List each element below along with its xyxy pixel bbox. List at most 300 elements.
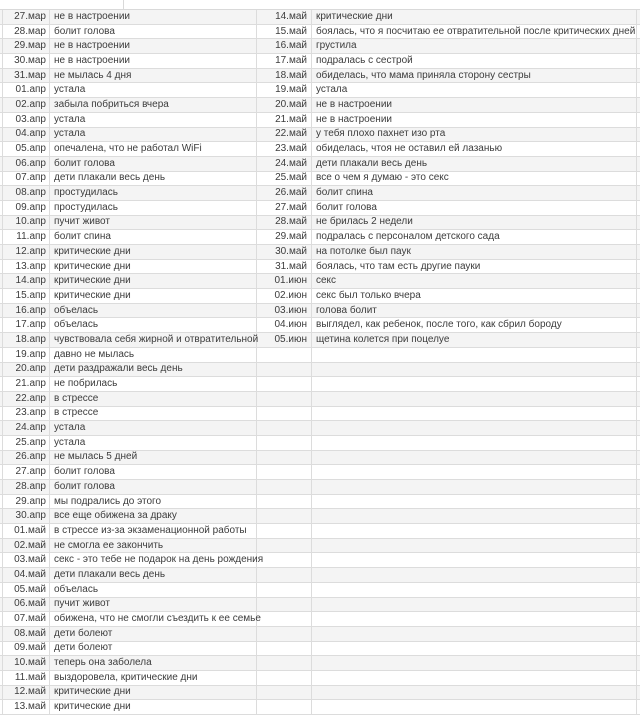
date-cell-right[interactable] <box>257 700 312 714</box>
note-label: простудилась <box>54 201 118 213</box>
date-label: 05.июн <box>274 333 307 345</box>
date-cell-right[interactable] <box>257 583 312 597</box>
note-cell-right[interactable] <box>312 407 637 421</box>
date-cell-right[interactable] <box>257 495 312 509</box>
note-cell-right[interactable] <box>312 612 637 626</box>
date-cell-left[interactable] <box>3 583 50 597</box>
note-label: у тебя плохо пахнет изо рта <box>316 128 446 140</box>
note-label: дети плакали весь день <box>54 172 166 184</box>
note-cell-left[interactable] <box>50 348 257 362</box>
date-cell-left[interactable] <box>3 539 50 553</box>
top-row-column-gridline <box>123 0 124 9</box>
date-cell-left[interactable] <box>3 10 50 24</box>
date-cell-left[interactable] <box>3 348 50 362</box>
note-cell-right[interactable] <box>312 583 637 597</box>
note-cell-right[interactable] <box>312 598 637 612</box>
date-cell-right[interactable] <box>257 407 312 421</box>
note-cell-left[interactable] <box>50 201 257 215</box>
note-cell-left[interactable] <box>50 671 257 685</box>
table-row <box>0 289 640 304</box>
note-cell-left[interactable] <box>50 128 257 142</box>
date-cell-right[interactable] <box>257 230 312 244</box>
note-cell-left[interactable] <box>50 304 257 318</box>
note-cell-right[interactable] <box>312 69 637 83</box>
note-cell-right[interactable] <box>312 421 637 435</box>
note-cell-right[interactable] <box>312 230 637 244</box>
date-cell-left[interactable] <box>3 128 50 142</box>
partial-top-row <box>0 0 640 10</box>
note-cell-left[interactable] <box>50 172 257 186</box>
date-cell-right[interactable] <box>257 436 312 450</box>
date-cell-left[interactable] <box>3 54 50 68</box>
note-label: все еще обижена за драку <box>54 510 177 522</box>
table-row <box>0 700 640 715</box>
date-cell-left[interactable] <box>3 407 50 421</box>
date-label: 05.май <box>14 583 46 595</box>
note-label: не в настроении <box>316 113 392 125</box>
date-cell-left[interactable] <box>3 524 50 538</box>
note-cell-left[interactable] <box>50 10 257 24</box>
date-cell-left[interactable] <box>3 39 50 53</box>
note-label: не смогла ее закончить <box>54 539 164 551</box>
date-cell-right[interactable] <box>257 612 312 626</box>
date-cell-right[interactable] <box>257 627 312 641</box>
date-label: 08.апр <box>15 187 46 199</box>
date-label: 30.мар <box>14 54 46 66</box>
table-row <box>0 348 640 363</box>
note-cell-left[interactable] <box>50 318 257 332</box>
date-cell-right[interactable] <box>257 157 312 171</box>
note-cell-left[interactable] <box>50 377 257 391</box>
table-row <box>0 157 640 172</box>
date-label: 31.мар <box>14 69 46 81</box>
date-cell-left[interactable] <box>3 656 50 670</box>
note-cell-left[interactable] <box>50 627 257 641</box>
date-cell-left[interactable] <box>3 642 50 656</box>
note-cell-right[interactable] <box>312 495 637 509</box>
table-row <box>0 186 640 201</box>
date-cell-left[interactable] <box>3 260 50 274</box>
note-label: секс - это тебе не подарок на день рождения <box>54 554 264 566</box>
date-label: 01.май <box>14 524 46 536</box>
date-cell-left[interactable] <box>3 69 50 83</box>
note-cell-left[interactable] <box>50 583 257 597</box>
note-cell-left[interactable] <box>50 495 257 509</box>
date-label: 07.апр <box>15 172 46 184</box>
note-cell-left[interactable] <box>50 142 257 156</box>
date-label: 04.июн <box>274 319 307 331</box>
date-cell-left[interactable] <box>3 98 50 112</box>
table-row <box>0 436 640 451</box>
note-label: болит спина <box>316 187 373 199</box>
table-row <box>0 524 640 539</box>
date-cell-right[interactable] <box>257 553 312 567</box>
note-label: в стрессе <box>54 392 99 404</box>
note-label: щетина колется при поцелуе <box>316 333 450 345</box>
date-label: 14.апр <box>15 275 46 287</box>
date-label: 18.май <box>275 69 307 81</box>
date-cell-left[interactable] <box>3 377 50 391</box>
note-cell-right[interactable] <box>312 509 637 523</box>
table-row <box>0 598 640 613</box>
note-cell-right[interactable] <box>312 201 637 215</box>
table-row <box>0 612 640 627</box>
date-label: 10.май <box>14 657 46 669</box>
date-cell-right[interactable] <box>257 392 312 406</box>
note-label: дети болеют <box>54 627 113 639</box>
note-cell-right[interactable] <box>312 216 637 230</box>
note-cell-right[interactable] <box>312 480 637 494</box>
note-cell-left[interactable] <box>50 186 257 200</box>
note-label: секс был только вчера <box>316 289 421 301</box>
note-cell-right[interactable] <box>312 142 637 156</box>
note-cell-left[interactable] <box>50 480 257 494</box>
date-cell-left[interactable] <box>3 186 50 200</box>
date-cell-right[interactable] <box>257 186 312 200</box>
note-cell-left[interactable] <box>50 260 257 274</box>
date-cell-right[interactable] <box>257 172 312 186</box>
note-cell-left[interactable] <box>50 98 257 112</box>
date-cell-left[interactable] <box>3 509 50 523</box>
date-label: 25.май <box>275 172 307 184</box>
note-cell-right[interactable] <box>312 656 637 670</box>
date-cell-right[interactable] <box>257 201 312 215</box>
date-cell-right[interactable] <box>257 274 312 288</box>
table-row <box>0 10 640 25</box>
note-cell-left[interactable] <box>50 230 257 244</box>
date-cell-right[interactable] <box>257 260 312 274</box>
date-cell-right[interactable] <box>257 304 312 318</box>
note-cell-left[interactable] <box>50 642 257 656</box>
note-label: критические дни <box>54 275 131 287</box>
note-cell-left[interactable] <box>50 333 257 347</box>
date-cell-left[interactable] <box>3 230 50 244</box>
note-cell-left[interactable] <box>50 69 257 83</box>
date-label: 27.апр <box>15 466 46 478</box>
note-cell-left[interactable] <box>50 54 257 68</box>
date-cell-right[interactable] <box>257 377 312 391</box>
date-cell-right[interactable] <box>257 54 312 68</box>
date-cell-left[interactable] <box>3 671 50 685</box>
note-label: болит голова <box>54 466 115 478</box>
date-cell-right[interactable] <box>257 686 312 700</box>
note-cell-left[interactable] <box>50 465 257 479</box>
note-cell-right[interactable] <box>312 465 637 479</box>
date-cell-right[interactable] <box>257 642 312 656</box>
note-cell-right[interactable] <box>312 318 637 332</box>
table-row <box>0 39 640 54</box>
note-label: забыла побриться вчера <box>54 98 169 110</box>
note-label: боялась, что там есть другие пауки <box>316 260 481 272</box>
date-cell-left[interactable] <box>3 436 50 450</box>
note-cell-left[interactable] <box>50 392 257 406</box>
date-cell-right[interactable] <box>257 524 312 538</box>
table-row <box>0 172 640 187</box>
table-row <box>0 451 640 466</box>
date-cell-left[interactable] <box>3 553 50 567</box>
date-cell-right[interactable] <box>257 113 312 127</box>
note-cell-right[interactable] <box>312 686 637 700</box>
date-label: 07.май <box>14 613 46 625</box>
note-cell-right[interactable] <box>312 83 637 97</box>
note-cell-left[interactable] <box>50 157 257 171</box>
date-cell-left[interactable] <box>3 25 50 39</box>
date-cell-right[interactable] <box>257 451 312 465</box>
note-cell-left[interactable] <box>50 113 257 127</box>
note-label: не брилась 2 недели <box>316 216 413 228</box>
note-cell-right[interactable] <box>312 524 637 538</box>
date-label: 02.июн <box>274 289 307 301</box>
note-label: выздоровела, критические дни <box>54 671 198 683</box>
table-row <box>0 421 640 436</box>
note-cell-right[interactable] <box>312 274 637 288</box>
date-cell-left[interactable] <box>3 245 50 259</box>
date-label: 04.май <box>14 568 46 580</box>
date-label: 04.апр <box>15 128 46 140</box>
date-cell-left[interactable] <box>3 289 50 303</box>
note-cell-left[interactable] <box>50 686 257 700</box>
note-label: болит голова <box>54 25 115 37</box>
date-cell-right[interactable] <box>257 318 312 332</box>
table-row <box>0 128 640 143</box>
table-row <box>0 686 640 701</box>
date-cell-left[interactable] <box>3 392 50 406</box>
note-cell-right[interactable] <box>312 10 637 24</box>
note-cell-left[interactable] <box>50 25 257 39</box>
date-label: 27.мар <box>14 10 46 22</box>
date-label: 22.апр <box>15 392 46 404</box>
note-cell-left[interactable] <box>50 553 264 567</box>
note-label: все о чем я думаю - это секс <box>316 172 449 184</box>
date-label: 17.апр <box>15 319 46 331</box>
table-row <box>0 98 640 113</box>
note-cell-right[interactable] <box>312 25 637 39</box>
note-cell-right[interactable] <box>312 627 637 641</box>
date-cell-left[interactable] <box>3 142 50 156</box>
note-cell-left[interactable] <box>50 83 257 97</box>
date-label: 21.апр <box>15 378 46 390</box>
note-label: не побрилась <box>54 378 118 390</box>
note-cell-right[interactable] <box>312 333 637 347</box>
note-label: подралась с персоналом детского сада <box>316 231 500 243</box>
note-label: на потолке был паук <box>316 245 411 257</box>
date-cell-right[interactable] <box>257 656 312 670</box>
date-label: 13.май <box>14 701 46 713</box>
date-cell-right[interactable] <box>257 10 312 24</box>
table-row <box>0 539 640 554</box>
note-cell-left[interactable] <box>50 509 257 523</box>
note-cell-right[interactable] <box>312 348 637 362</box>
note-cell-left[interactable] <box>50 436 257 450</box>
date-label: 06.май <box>14 598 46 610</box>
note-cell-right[interactable] <box>312 436 637 450</box>
table-row <box>0 495 640 510</box>
note-cell-right[interactable] <box>312 451 637 465</box>
date-cell-left[interactable] <box>3 686 50 700</box>
table-row <box>0 333 640 348</box>
date-cell-right[interactable] <box>257 671 312 685</box>
note-cell-right[interactable] <box>312 186 637 200</box>
note-cell-right[interactable] <box>312 128 637 142</box>
date-label: 09.апр <box>15 201 46 213</box>
date-label: 28.май <box>275 216 307 228</box>
date-cell-right[interactable] <box>257 289 312 303</box>
note-cell-left[interactable] <box>50 363 257 377</box>
date-label: 27.май <box>275 201 307 213</box>
note-label: дети плакали весь день <box>54 568 166 580</box>
note-cell-left[interactable] <box>50 451 257 465</box>
date-cell-right[interactable] <box>257 465 312 479</box>
date-cell-right[interactable] <box>257 128 312 142</box>
note-cell-right[interactable] <box>312 671 637 685</box>
note-label: объелась <box>54 583 99 595</box>
note-cell-right[interactable] <box>312 392 637 406</box>
note-cell-right[interactable] <box>312 553 637 567</box>
date-cell-left[interactable] <box>3 612 50 626</box>
date-cell-right[interactable] <box>257 333 312 347</box>
note-cell-right[interactable] <box>312 39 637 53</box>
note-cell-right[interactable] <box>312 245 637 259</box>
note-cell-right[interactable] <box>312 289 637 303</box>
date-label: 12.май <box>14 686 46 698</box>
table-row <box>0 260 640 275</box>
note-cell-right[interactable] <box>312 54 637 68</box>
date-label: 20.май <box>275 98 307 110</box>
date-cell-left[interactable] <box>3 333 50 347</box>
date-cell-left[interactable] <box>3 627 50 641</box>
note-label: устала <box>316 84 348 96</box>
date-label: 24.апр <box>15 422 46 434</box>
table-row <box>0 113 640 128</box>
date-cell-left[interactable] <box>3 465 50 479</box>
note-cell-right[interactable] <box>312 568 637 582</box>
date-label: 13.апр <box>15 260 46 272</box>
note-label: давно не мылась <box>54 348 135 360</box>
table-row <box>0 627 640 642</box>
note-cell-left[interactable] <box>50 700 257 714</box>
note-label: грустила <box>316 40 357 52</box>
note-label: не в настроении <box>54 40 130 52</box>
date-cell-left[interactable] <box>3 421 50 435</box>
note-cell-left[interactable] <box>50 612 261 626</box>
date-cell-right[interactable] <box>257 39 312 53</box>
date-cell-left[interactable] <box>3 216 50 230</box>
date-cell-left[interactable] <box>3 480 50 494</box>
date-cell-left[interactable] <box>3 274 50 288</box>
note-cell-right[interactable] <box>312 642 637 656</box>
note-label: подралась с сестрой <box>316 54 413 66</box>
date-cell-left[interactable] <box>3 451 50 465</box>
note-cell-right[interactable] <box>312 377 637 391</box>
date-cell-left[interactable] <box>3 304 50 318</box>
date-cell-right[interactable] <box>257 98 312 112</box>
note-label: критические дни <box>54 289 131 301</box>
note-cell-right[interactable] <box>312 260 637 274</box>
note-cell-right[interactable] <box>312 113 637 127</box>
note-cell-left[interactable] <box>50 407 257 421</box>
date-label: 06.апр <box>15 157 46 169</box>
note-cell-left[interactable] <box>50 539 257 553</box>
date-cell-left[interactable] <box>3 363 50 377</box>
note-cell-right[interactable] <box>312 363 637 377</box>
date-cell-left[interactable] <box>3 157 50 171</box>
note-cell-left[interactable] <box>50 656 257 670</box>
date-cell-left[interactable] <box>3 568 50 582</box>
date-cell-right[interactable] <box>257 216 312 230</box>
table-row <box>0 642 640 657</box>
date-cell-left[interactable] <box>3 201 50 215</box>
note-cell-right[interactable] <box>312 700 637 714</box>
date-label: 29.май <box>275 231 307 243</box>
note-cell-left[interactable] <box>50 39 257 53</box>
note-label: теперь она заболела <box>54 657 152 669</box>
table-row <box>0 553 640 568</box>
date-cell-right[interactable] <box>257 69 312 83</box>
date-cell-right[interactable] <box>257 245 312 259</box>
note-cell-left[interactable] <box>50 598 257 612</box>
date-cell-right[interactable] <box>257 539 312 553</box>
table-row <box>0 83 640 98</box>
note-cell-right[interactable] <box>312 304 637 318</box>
date-cell-right[interactable] <box>257 421 312 435</box>
note-cell-right[interactable] <box>312 539 637 553</box>
note-label: дети плакали весь день <box>316 157 428 169</box>
date-cell-right[interactable] <box>257 598 312 612</box>
date-label: 05.апр <box>15 143 46 155</box>
table-row <box>0 69 640 84</box>
date-label: 03.май <box>14 554 46 566</box>
date-cell-left[interactable] <box>3 83 50 97</box>
date-cell-right[interactable] <box>257 568 312 582</box>
date-cell-right[interactable] <box>257 83 312 97</box>
date-cell-left[interactable] <box>3 700 50 714</box>
date-cell-left[interactable] <box>3 495 50 509</box>
note-cell-left[interactable] <box>50 289 257 303</box>
date-cell-right[interactable] <box>257 142 312 156</box>
date-cell-left[interactable] <box>3 172 50 186</box>
note-cell-left[interactable] <box>50 274 257 288</box>
date-label: 19.апр <box>15 348 46 360</box>
date-label: 15.май <box>275 25 307 37</box>
note-cell-left[interactable] <box>50 216 257 230</box>
note-cell-right[interactable] <box>312 98 637 112</box>
note-label: устала <box>54 436 86 448</box>
note-label: болит голова <box>54 480 115 492</box>
note-cell-left[interactable] <box>50 421 257 435</box>
date-label: 08.май <box>14 627 46 639</box>
table-row <box>0 216 640 231</box>
date-label: 15.апр <box>15 289 46 301</box>
date-cell-right[interactable] <box>257 25 312 39</box>
note-cell-right[interactable] <box>312 157 637 171</box>
date-cell-right[interactable] <box>257 480 312 494</box>
note-cell-left[interactable] <box>50 245 257 259</box>
date-cell-right[interactable] <box>257 363 312 377</box>
note-cell-right[interactable] <box>312 172 637 186</box>
table-row <box>0 363 640 378</box>
note-cell-left[interactable] <box>50 568 257 582</box>
date-cell-right[interactable] <box>257 509 312 523</box>
date-label: 22.май <box>275 128 307 140</box>
date-cell-left[interactable] <box>3 318 50 332</box>
date-cell-left[interactable] <box>3 598 50 612</box>
date-label: 09.май <box>14 642 46 654</box>
note-label: устала <box>54 128 86 140</box>
date-cell-left[interactable] <box>3 113 50 127</box>
date-label: 17.май <box>275 54 307 66</box>
note-cell-left[interactable] <box>50 524 257 538</box>
date-cell-right[interactable] <box>257 348 312 362</box>
